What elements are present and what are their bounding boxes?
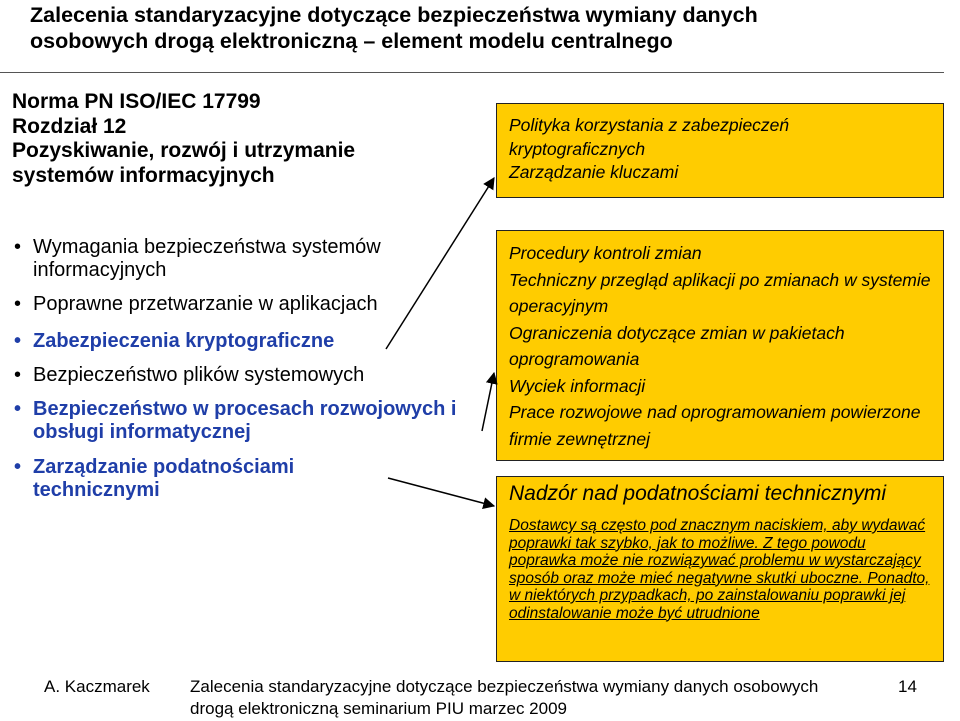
box-line: Procedury kontroli zmian xyxy=(509,243,702,263)
box-line: kryptograficznych xyxy=(509,138,646,159)
box-line: Zarządzanie kluczami xyxy=(509,162,679,182)
slide-title-line-2: osobowych drogą elektroniczną – element modelu centralnego xyxy=(30,29,673,53)
box-line: Ograniczenia dotyczące zmian w pakietach oprogramowania xyxy=(509,322,845,369)
section-bullet-list xyxy=(12,236,492,502)
heading-line: Rozdział 12 xyxy=(12,114,127,138)
box-line: Wyciek informacji xyxy=(509,375,646,396)
title-divider xyxy=(0,72,944,73)
box-subtitle: Nadzór nad podatnościami technicznymi xyxy=(509,482,887,505)
vulnerability-management-box xyxy=(496,476,944,662)
page-number: 14 xyxy=(898,677,917,696)
heading-line: Norma PN ISO/IEC 17799 xyxy=(12,90,261,113)
footer-author: A. Kaczmarek xyxy=(44,677,150,696)
heading-line: systemów informacyjnych xyxy=(12,163,275,187)
box-line: Techniczny przegląd aplikacji po zmianach w systemie operacyjnym xyxy=(509,269,931,316)
bullet-item-highlighted: • Bezpieczeństwo w procesach rozwojowych i obsługi informatycznej xyxy=(12,398,492,444)
standard-heading xyxy=(12,90,482,188)
bullet-item: • Bezpieczeństwo plików systemowych xyxy=(12,364,492,387)
bullet-item-highlighted: • Zabezpieczenia kryptograficzne xyxy=(12,330,492,353)
box-body-text: Dostawcy są często pod znacznym naciskiem, aby wydawać poprawki tak szybko, jak to możliwe. Z tego powodu poprawka może nie rozwiązywać problemu w wystarczający sposób oraz może mieć negatywne skutki uboczne. Ponadto, w niektórych przypadkach, po zainstalowaniu poprawki jej odinstalowanie może być utrudnione xyxy=(509,517,930,622)
heading-line: Pozyskiwanie, rozwój i utrzymanie xyxy=(12,139,356,162)
box-line: Polityka korzystania z zabezpieczeń xyxy=(509,115,790,135)
slide-title-line-1: Zalecenia standaryzacyjne dotyczące bezpieczeństwa wymiany danych xyxy=(30,3,758,27)
crypto-controls-box xyxy=(496,103,944,198)
box-line: Prace rozwojowe nad oprogramowaniem powierzone firmie zewnętrznej xyxy=(509,402,921,449)
slide-title xyxy=(30,2,930,54)
bullet-item: • Poprawne przetwarzanie w aplikacjach xyxy=(12,293,492,316)
footer-caption: Zalecenia standaryzacyjne dotyczące bezpieczeństwa wymiany danych osobowych drogą elektroniczną seminarium PIU marzec 2009 xyxy=(190,677,819,718)
bullet-item: • Wymagania bezpieczeństwa systemów informacyjnych xyxy=(12,236,492,282)
development-controls-box xyxy=(496,230,944,461)
bullet-item-highlighted: • Zarządzanie podatnościami technicznymi xyxy=(12,456,393,502)
